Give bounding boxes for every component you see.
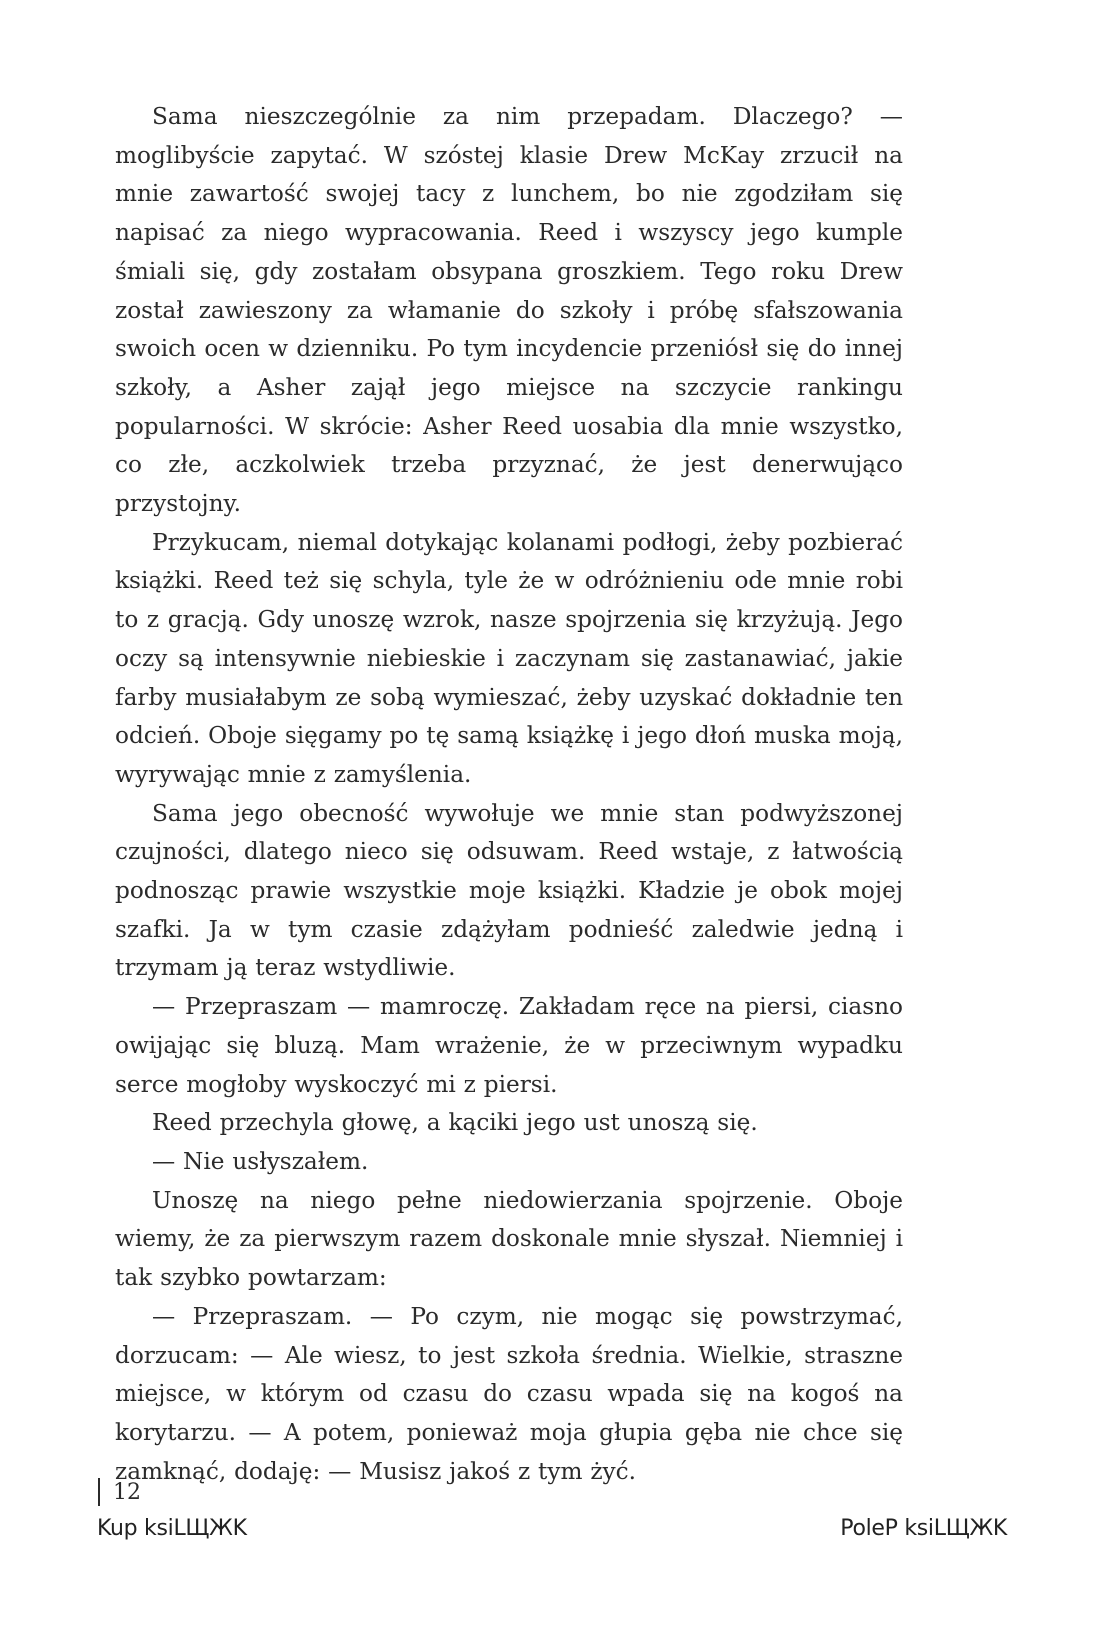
paragraph: — Nie usłyszałem. (152, 1147, 369, 1175)
paragraph: — Przepraszam. — Po czym, nie mogąc się powstrzymać, dorzucam: — Ale wiesz, to jest szkoła średnia. Wielkie, straszne miejsce, w którym od czasu do czasu wpada się na kogoś na korytarzu. — A potem, ponieważ moja głupia gęba nie chce się zamknąć, dodaję: — Musisz jakoś z tym żyć. (115, 1302, 903, 1485)
paragraph: — Przepraszam — mamroczę. Zakładam ręce na piersi, ciasno owijając się bluzą. Mam wrażenie, że w przeciwnym wypadku serce mogłoby wyskoczyć mi z piersi. (115, 993, 903, 1098)
paragraph: Reed przechyla głowę, a kąciki jego ust unoszą się. (152, 1109, 758, 1137)
buy-book-link[interactable]: Kup ksiLЩЖK (97, 1516, 247, 1541)
recommend-book-link[interactable]: PoleP ksiLЩЖK (840, 1516, 1007, 1541)
page-number-rule (98, 1478, 100, 1506)
paragraph: Sama nieszczególnie za nim przepadam. Dlaczego? — moglibyście zapytać. W szóstej klasie Drew McKay zrzucił na mnie zawartość swojej tacy z lunchem, bo nie zgodziłam się napisać za niego wypracowania. Reed i wszyscy jego kumple śmiali się, gdy zostałam obsypana groszkiem. Tego roku Drew został zawieszony za włamanie do szkoły i próbę sfałszowania swoich ocen w dzienniku. Po tym incydencie przeniósł się do innej szkoły, a Asher zajął jego miejsce na szczycie rankingu popularności. W skrócie: Asher Reed uosabia dla mnie wszystko, co złe, aczkolwiek trzeba przyznać, że jest denerwująco przystojny. (115, 103, 903, 518)
paragraph: Przykucam, niemal dotykając kolanami podłogi, żeby pozbierać książki. Reed też się schyla, tyle że w odróżnieniu ode mnie robi to z gracją. Gdy unoszę wzrok, nasze spojrzenia się krzyżują. Jego oczy są intensywnie niebieskie i zaczynam się zastanawiać, jakie farby musiałabym ze sobą wymieszać, żeby uzyskać dokładnie ten odcień. Oboje sięgamy po tę samą książkę i jego dłoń muska moją, wyrywając mnie z zamyślenia. (115, 528, 903, 788)
page-number: 12 (113, 1480, 141, 1505)
page-body (115, 98, 903, 1491)
paragraph: Unoszę na niego pełne niedowierzania spojrzenie. Oboje wiemy, że za pierwszym razem doskonale mnie słyszał. Niemniej i tak szybko powtarzam: (115, 1186, 903, 1292)
paragraph: Sama jego obecność wywołuje we mnie stan podwyższonej czujności, dlatego nieco się odsuwam. Reed wstaje, z łatwością podnosząc prawie wszystkie moje książki. Kładzie je obok mojej szafki. Ja w tym czasie zdążyłam podnieść zaledwie jedną i trzymam ją teraz wstydliwie. (115, 799, 903, 982)
